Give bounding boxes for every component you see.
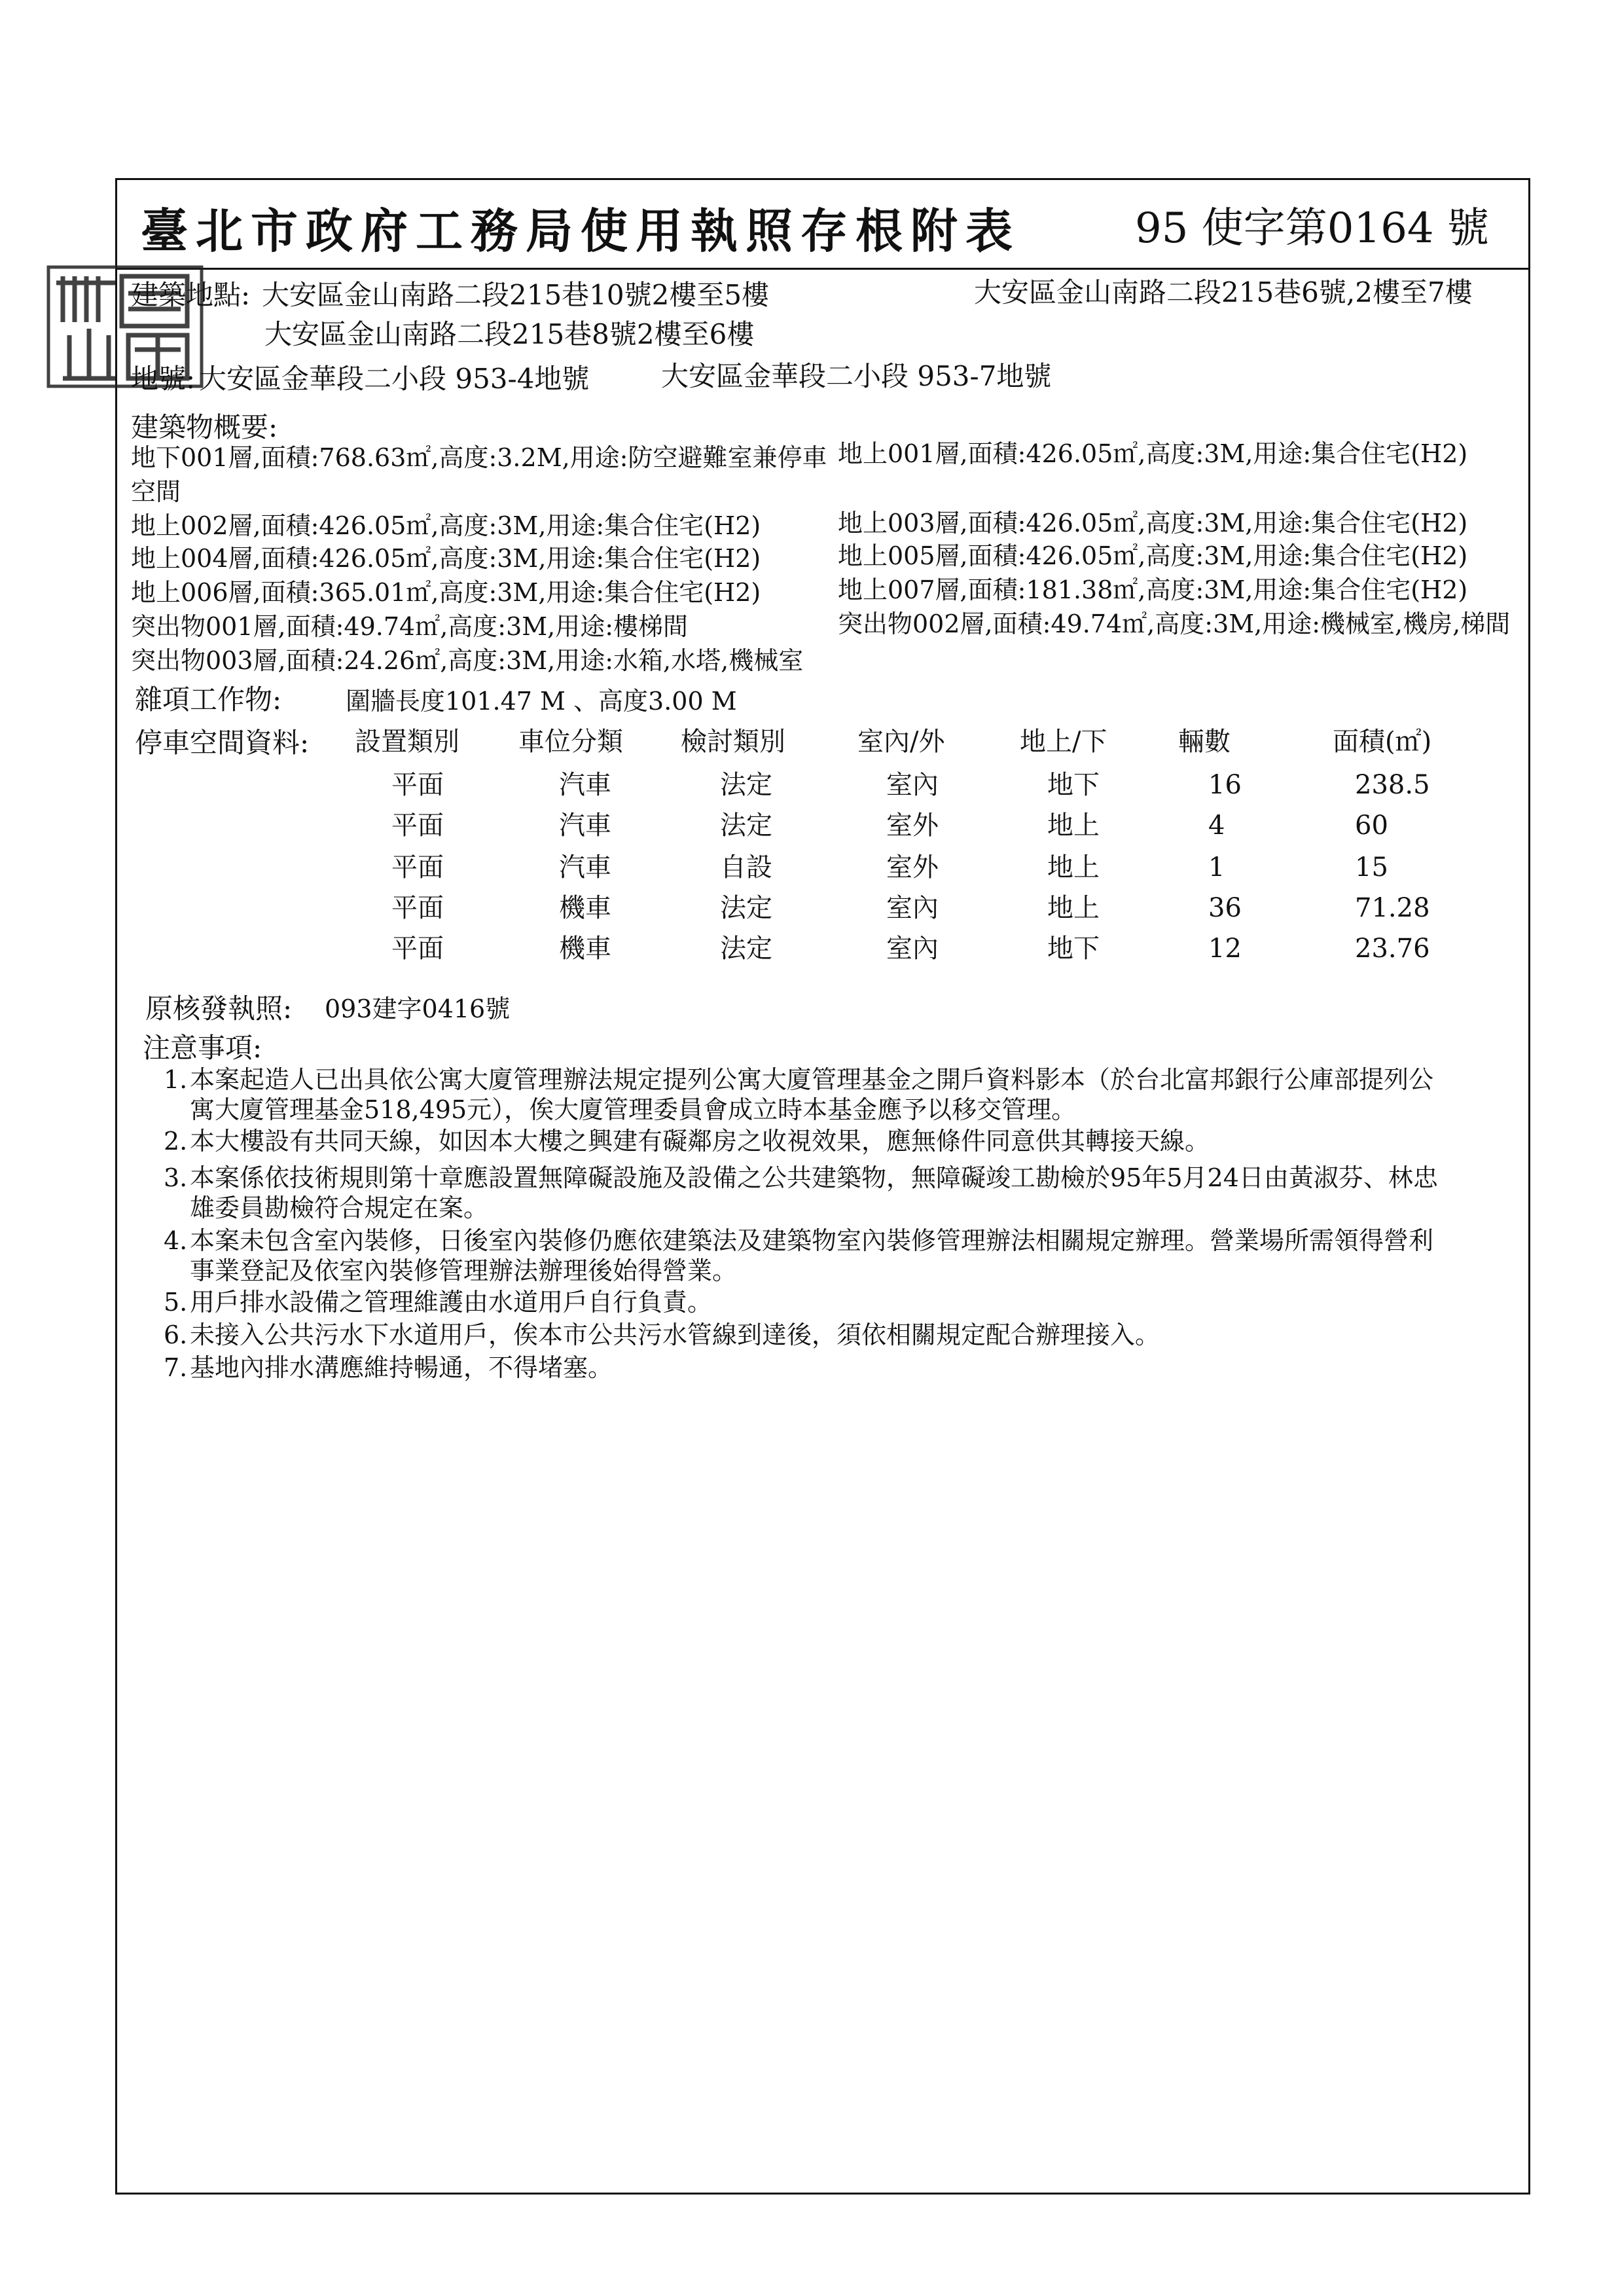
land-label: 地號:: [131, 363, 196, 395]
parking-header-cell: 檢討類別: [681, 727, 785, 757]
parking-header-cell: 設置類別: [355, 727, 459, 757]
permit-number: 95 使字第0164 號: [1135, 204, 1489, 253]
notice-text: 本案起造人已出具依公寓大廈管理辦法規定提列公寓大廈管理基金之開戶資料影本（於台北富邦銀行公庫部提列公: [190, 1065, 1434, 1094]
notice-text-cont: 雄委員勘檢符合規定在案。: [190, 1194, 489, 1222]
parking-cell: 室外: [886, 811, 939, 841]
original-permit-value: 093建字0416號: [325, 994, 511, 1023]
notice-item: [164, 1065, 1433, 1095]
parking-header-cell: 室內/外: [857, 727, 945, 757]
notice-item: [164, 1226, 1433, 1256]
parking-cell: 36: [1208, 893, 1242, 923]
notice-number: 4.: [164, 1226, 188, 1255]
parking-cell: 機車: [559, 934, 611, 964]
land-lot-2: 大安區金華段二小段 953-7地號: [661, 360, 1052, 392]
parking-cell: 自設: [720, 852, 772, 883]
notice-number: 1.: [164, 1065, 188, 1094]
parking-cell: 地上: [1047, 893, 1100, 923]
projection-003: 突出物003層,面積:24.26㎡,高度:3M,用途:水箱,水塔,機械室: [131, 646, 804, 675]
original-permit-label: 原核發執照:: [145, 993, 293, 1025]
parking-header-cell: 輛數: [1178, 727, 1231, 757]
page-title: 臺北市政府工務局使用執照存根附表: [141, 203, 1021, 259]
floor-b001-cont: 空間: [131, 477, 181, 506]
parking-cell: 15: [1355, 852, 1388, 883]
notice-text-cont: 事業登記及依室內裝修管理辦法辦理後始得營業。: [190, 1256, 738, 1285]
notice-text: 基地內排水溝應維持暢通，不得堵塞。: [190, 1353, 613, 1382]
floor-003: 地上003層,面積:426.05㎡,高度:3M,用途:集合住宅(H2): [838, 509, 1468, 538]
header-row: [117, 180, 1528, 270]
parking-cell: 平面: [391, 852, 444, 883]
parking-header-cell: 面積(㎡): [1333, 727, 1432, 757]
notice-number: 5.: [164, 1288, 188, 1317]
floor-b001: 地下001層,面積:768.63㎡,高度:3.2M,用途:防空避難室兼停車: [131, 443, 827, 472]
notice-text-cont: 寓大廈管理基金518,495元），俟大廈管理委員會成立時本基金應予以移交管理。: [190, 1095, 1077, 1124]
land-lot-1: 大安區金華段二小段 953-4地號: [199, 363, 590, 395]
location-address-1: 大安區金山南路二段215巷10號2樓至5樓: [262, 279, 770, 311]
parking-cell: 地上: [1047, 852, 1100, 883]
notice-text: 本案係依技術規則第十章應設置無障礙設施及設備之公共建築物，無障礙竣工勘檢於95年5月24日由黃淑芬、林忠: [190, 1163, 1438, 1192]
misc-value: 圍牆長度101.47 M 、高度3.00 M: [346, 687, 737, 716]
notice-item: [164, 1287, 712, 1317]
floor-004: 地上004層,面積:426.05㎡,高度:3M,用途:集合住宅(H2): [131, 544, 761, 573]
parking-cell: 4: [1208, 811, 1225, 841]
parking-cell: 機車: [559, 893, 611, 923]
floor-002: 地上002層,面積:426.05㎡,高度:3M,用途:集合住宅(H2): [131, 511, 761, 540]
parking-header-cell: 地上/下: [1020, 727, 1107, 757]
notice-text: 未接入公共污水下水道用戶，俟本市公共污水管線到達後，須依相關規定配合辦理接入。: [190, 1321, 1160, 1349]
parking-cell: 1: [1208, 852, 1225, 883]
notice-item: [164, 1126, 1210, 1156]
parking-cell: 室內: [886, 934, 939, 964]
parking-cell: 法定: [720, 770, 772, 800]
notice-number: 7.: [164, 1353, 188, 1382]
location-address-2: 大安區金山南路二段215巷6號,2樓至7樓: [974, 276, 1473, 308]
parking-cell: 室內: [886, 770, 939, 800]
notice-number: 6.: [164, 1321, 188, 1349]
parking-cell: 室內: [886, 893, 939, 923]
building-label: 建築物概要:: [131, 411, 278, 443]
location-address-3: 大安區金山南路二段215巷8號2樓至6樓: [264, 318, 755, 350]
parking-cell: 汽車: [559, 770, 611, 800]
parking-cell: 60: [1355, 811, 1388, 841]
parking-cell: 平面: [391, 811, 444, 841]
parking-cell: 地下: [1047, 770, 1100, 800]
misc-label: 雜項工作物:: [135, 683, 282, 716]
parking-cell: 71.28: [1355, 893, 1430, 923]
parking-cell: 汽車: [559, 852, 611, 883]
notice-item: [164, 1353, 613, 1383]
parking-cell: 平面: [391, 934, 444, 964]
parking-label: 停車空間資料:: [135, 727, 310, 759]
notice-item: [164, 1320, 1160, 1350]
notices-label: 注意事項:: [143, 1032, 262, 1064]
notice-number: 3.: [164, 1163, 188, 1192]
notice-number: 2.: [164, 1127, 188, 1156]
parking-cell: 法定: [720, 811, 772, 841]
notice-item: [164, 1163, 1438, 1193]
projection-001: 突出物001層,面積:49.74㎡,高度:3M,用途:樓梯間: [131, 612, 689, 641]
parking-cell: 汽車: [559, 811, 611, 841]
parking-cell: 法定: [720, 934, 772, 964]
location-label: 建築地點:: [131, 279, 251, 311]
parking-cell: 16: [1208, 770, 1242, 800]
notice-text: 本大樓設有共同天線，如因本大樓之興建有礙鄰房之收視效果，應無條件同意供其轉接天線。: [190, 1127, 1210, 1156]
floor-005: 地上005層,面積:426.05㎡,高度:3M,用途:集合住宅(H2): [838, 541, 1468, 570]
notice-text: 本案未包含室內裝修，日後室內裝修仍應依建築法及建築物室內裝修管理辦法相關規定辦理。營業場所需領得營利: [190, 1226, 1434, 1255]
floor-007: 地上007層,面積:181.38㎡,高度:3M,用途:集合住宅(H2): [838, 575, 1468, 604]
parking-header-cell: 車位分類: [518, 727, 623, 757]
projection-002: 突出物002層,面積:49.74㎡,高度:3M,用途:機械室,機房,梯間: [838, 610, 1511, 638]
parking-cell: 平面: [391, 770, 444, 800]
floor-001: 地上001層,面積:426.05㎡,高度:3M,用途:集合住宅(H2): [838, 439, 1468, 468]
notice-text: 用戶排水設備之管理維護由水道用戶自行負責。: [190, 1288, 713, 1317]
parking-cell: 地下: [1047, 934, 1100, 964]
parking-cell: 238.5: [1355, 770, 1430, 800]
parking-cell: 室外: [886, 852, 939, 883]
floor-006: 地上006層,面積:365.01㎡,高度:3M,用途:集合住宅(H2): [131, 578, 761, 607]
parking-cell: 23.76: [1355, 934, 1430, 964]
parking-cell: 法定: [720, 893, 772, 923]
parking-cell: 平面: [391, 893, 444, 923]
parking-cell: 地上: [1047, 811, 1100, 841]
parking-cell: 12: [1208, 934, 1242, 964]
